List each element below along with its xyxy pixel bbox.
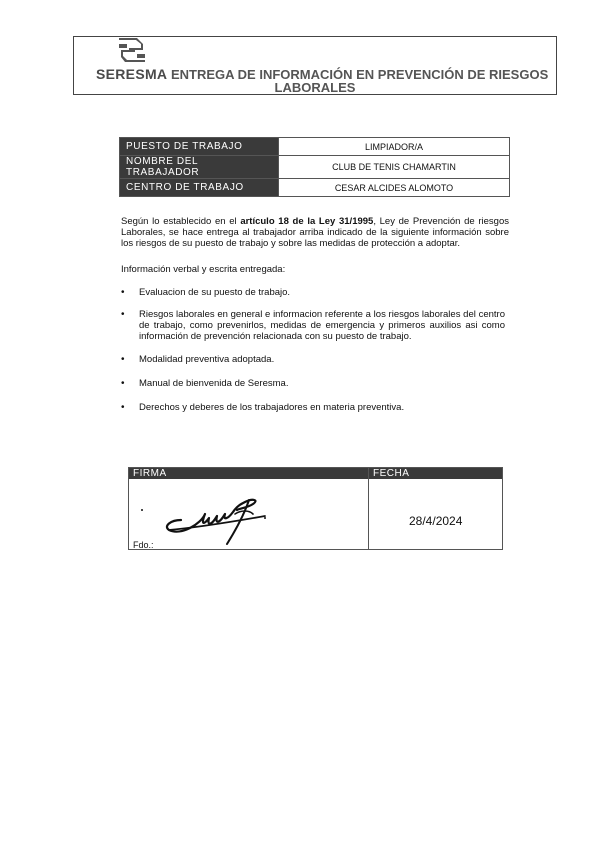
centro-value: CESAR ALCIDES ALOMOTO <box>279 179 510 197</box>
puesto-value: LIMPIADOR/A <box>279 138 510 156</box>
list-item-text: Riesgos laborales en general e informacion referente a los riesgos laborales del centro de trabajo, como prevenirlos, medidas de emergencia y primeros auxilios asi como información de prevención relacionada con su puesto de trabajo. <box>139 309 505 342</box>
firma-header: FIRMA <box>129 468 368 479</box>
header-title: ENTREGA DE INFORMACIÓN EN PREVENCIÓN DE RIESGOS <box>170 67 549 82</box>
info-heading: Información verbal y escrita entregada: <box>121 264 286 275</box>
column-divider <box>368 468 369 549</box>
nombre-value: CLUB DE TENIS CHAMARTIN <box>279 156 510 179</box>
seresma-logo-icon <box>117 36 147 64</box>
bullet-icon: • <box>121 354 125 365</box>
list-item-text: Evaluacion de su puesto de trabajo. <box>139 287 291 298</box>
list-item-text: Manual de bienvenida de Seresma. <box>139 378 289 389</box>
header-title-line2: LABORALES <box>274 80 356 95</box>
intro-law-reference: artículo 18 de la Ley 31/1995 <box>240 216 374 227</box>
intro-text-1: Según lo establecido en el <box>121 216 241 227</box>
table-row <box>120 138 510 156</box>
fdo-label: Fdo.: <box>133 540 154 550</box>
list-item-text: Modalidad preventiva adoptada. <box>139 354 275 365</box>
table-row <box>120 156 510 179</box>
intro-text-2: , Ley de Prevención de riesgos Laborales, se hace entrega al trabajador arriba indicado de la siguiente información sobre los riesgos de su puesto de trabajo y sobre las medidas de protección a adoptar. <box>121 216 509 249</box>
list-item-text: Derechos y deberes de los trabajadores en materia preventiva. <box>139 402 405 413</box>
signature-date: 28/4/2024 <box>409 514 463 528</box>
brand-name: SERESMA <box>96 66 168 82</box>
puesto-label: PUESTO DE TRABAJO <box>120 138 279 156</box>
handwritten-signature <box>141 480 281 546</box>
centro-label: CENTRO DE TRABAJO <box>120 179 279 197</box>
table-row <box>120 179 510 197</box>
bullet-icon: • <box>121 378 125 389</box>
intro-paragraph <box>121 216 509 249</box>
signature-table <box>128 467 503 550</box>
fecha-header: FECHA <box>369 468 502 479</box>
bullet-icon: • <box>121 309 125 320</box>
bullet-icon: • <box>121 287 125 298</box>
worker-info-table <box>119 137 510 197</box>
bullet-icon: • <box>121 402 125 413</box>
nombre-label: NOMBRE DEL TRABAJADOR <box>120 156 279 179</box>
